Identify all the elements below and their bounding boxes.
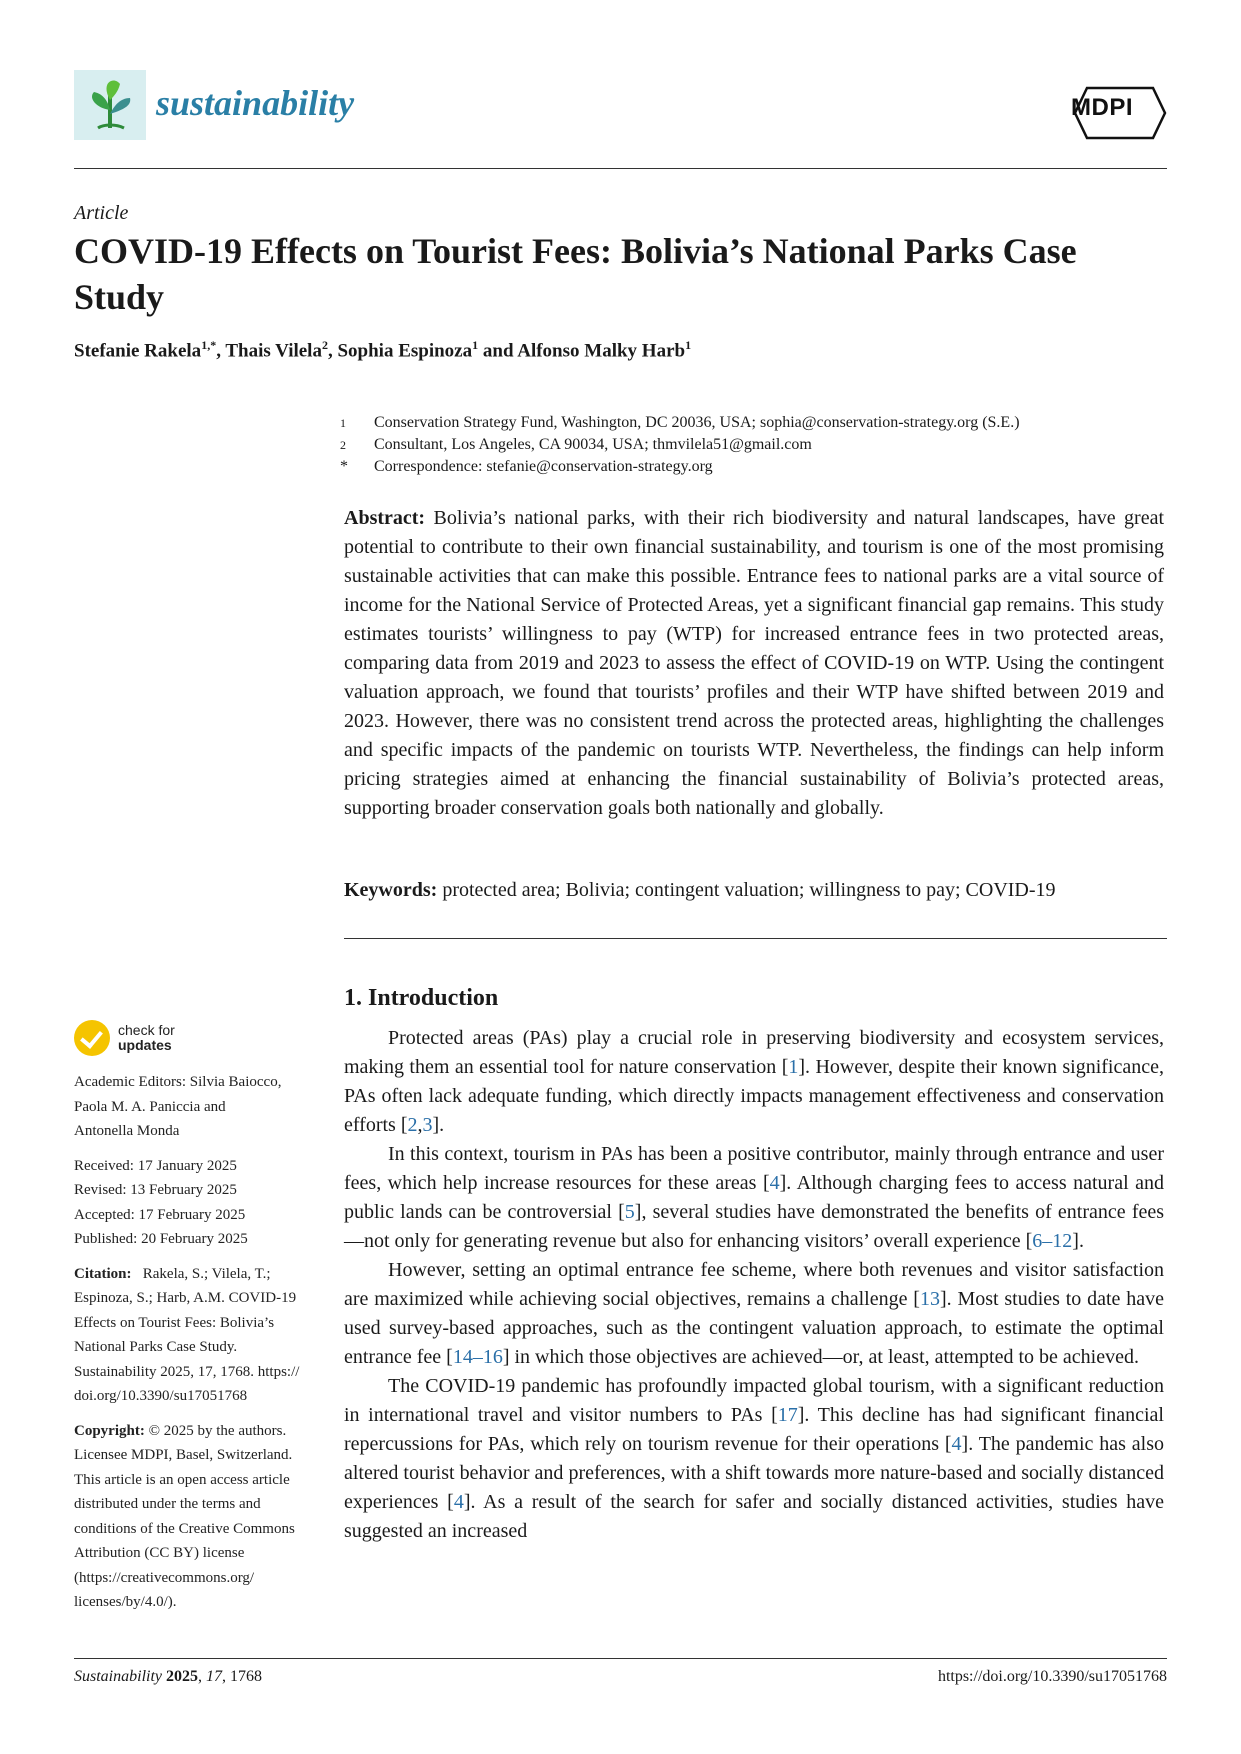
check-updates-line1: check for (118, 1022, 175, 1038)
published-date: Published: 20 February 2025 (74, 1231, 248, 1247)
citation-line: National Parks Case Study. (74, 1339, 238, 1355)
received-date: Received: 17 January 2025 (74, 1157, 237, 1174)
copyright-line: Licensee MDPI, Basel, Switzerland. (74, 1447, 293, 1463)
copyright-line: © 2025 by the authors. (148, 1422, 287, 1439)
reference-link[interactable]: 13 (919, 1288, 940, 1310)
paragraph (344, 1024, 1164, 1140)
affiliations (340, 412, 1170, 478)
affiliation-item (340, 412, 1170, 434)
reference-link[interactable]: 17 (777, 1404, 798, 1426)
editors-line: Paola M. A. Paniccia and (74, 1098, 226, 1115)
copyright-line: Attribution (CC BY) license (74, 1545, 245, 1561)
correspondence-mark: * (340, 458, 348, 475)
copyright-label: Copyright: (74, 1422, 145, 1439)
affiliation-item (340, 434, 1170, 456)
introduction-body (344, 1024, 1164, 1546)
author-affil-mark: 1 (685, 338, 692, 352)
footer-divider (74, 1658, 1167, 1659)
paragraph (344, 1140, 1164, 1256)
editors-line: Antonella Monda (74, 1123, 180, 1139)
editors-line: Academic Editors: Silvia Baiocco, (74, 1074, 282, 1090)
academic-editors (74, 1070, 324, 1144)
paragraph-text: However, setting an optimal entrance fee scheme, where both revenues and visitor satisfaction are maximized while achieving social objectives, remains a challenge [ (344, 1259, 1164, 1310)
reference-link[interactable]: 2 (407, 1114, 418, 1136)
affiliation-text: Consultant, Los Angeles, CA 90034, USA; thmvilela51@gmail.com (374, 436, 812, 453)
author-separator: and (478, 340, 518, 362)
keywords (344, 876, 1164, 905)
affiliation-mark: 1 (340, 416, 346, 430)
citation-line: Effects on Tourist Fees: Bolivia’s (74, 1314, 275, 1331)
author-name[interactable]: Alfonso Malky Harb (517, 340, 686, 362)
footer-doi-link[interactable]: https://doi.org/10.3390/su17051768 (937, 1668, 1167, 1685)
paragraph-text: ]. (1072, 1230, 1084, 1252)
reference-link[interactable]: 14–16 (452, 1346, 503, 1368)
publication-dates (74, 1154, 324, 1252)
author-name[interactable]: Sophia Espinoza (337, 340, 473, 362)
reference-link[interactable]: 5 (624, 1201, 635, 1223)
journal-name[interactable]: sustainability (156, 83, 355, 123)
paragraph-text: ]. Most studies to date have used survey-based approaches, such as the contingent valuation approach, to estimate the optimal entrance fee [ (344, 1288, 1164, 1368)
journal-logo (74, 70, 146, 140)
author-affil-mark: 2 (321, 338, 328, 352)
paragraph-text: ]. However, despite their known significance, PAs often lack adequate funding, which directly impacts management effectiveness and conservation efforts [ (344, 1056, 1164, 1136)
paragraph-text: In this context, tourism in PAs has been a positive contributor, mainly through entrance and user fees, which help increase resources for these areas [ (344, 1143, 1164, 1194)
reference-link[interactable]: 4 (453, 1491, 464, 1513)
check-updates-label (118, 1023, 175, 1053)
copyright (74, 1419, 324, 1615)
citation (74, 1262, 324, 1409)
copyright-line: This article is an open access article (74, 1471, 290, 1488)
paragraph-text: ]. This decline has had significant financial repercussions for PAs, which rely on tourism revenue for their operations [ (344, 1404, 1164, 1455)
check-for-updates-button[interactable] (74, 1018, 214, 1058)
article-title: COVID-19 Effects on Tourist Fees: Bolivia’s National Parks Case Study (74, 231, 1077, 317)
license-link[interactable]: licenses/by/4.0/). (74, 1594, 177, 1610)
affiliation-mark: 2 (340, 438, 346, 452)
section-heading: 1. Introduction (344, 985, 499, 1011)
citation-line: Espinoza, S.; Harb, A.M. COVID-19 (74, 1290, 297, 1306)
citation-label: Citation: (74, 1265, 132, 1282)
license-link[interactable]: (https://creativecommons.org/ (74, 1569, 255, 1586)
keywords-text: protected area; Bolivia; contingent valuation; willingness to pay; COVID-19 (442, 879, 1056, 901)
paragraph-text: Protected areas (PAs) play a crucial role in preserving biodiversity and ecosystem services, making them an essential tool for nature conservation [ (344, 1027, 1164, 1078)
citation-line: Sustainability 2025, 17, 1768. https:// (74, 1363, 300, 1380)
abstract-label: Abstract: (344, 507, 426, 529)
author-name[interactable]: Stefanie Rakela (74, 340, 202, 362)
paragraph-text: ]. As a result of the search for safer and socially distanced activities, studies have suggested an increased (344, 1491, 1165, 1542)
author-affil-mark: 1,* (201, 338, 217, 352)
paragraph-text: , (417, 1114, 423, 1136)
footer-journal: Sustainability (74, 1668, 162, 1685)
footer-article-number: 1768 (230, 1668, 262, 1685)
copyright-line: distributed under the terms and (74, 1496, 261, 1512)
copyright-line: conditions of the Creative Commons (74, 1520, 295, 1537)
reference-link[interactable]: 4 (769, 1172, 780, 1194)
correspondence-item (340, 456, 1170, 478)
reference-link[interactable]: 1 (788, 1056, 799, 1078)
paragraph-text: ]. Although charging fees to access natural and public lands can be controversial [ (344, 1172, 1164, 1223)
paragraph-text: ]. (432, 1114, 445, 1136)
check-updates-line2: updates (118, 1037, 172, 1053)
footer-volume: 17 (206, 1668, 222, 1685)
reference-link[interactable]: 6–12 (1032, 1230, 1073, 1252)
keywords-label: Keywords: (344, 879, 438, 901)
paragraph-text: The COVID-19 pandemic has profoundly impacted global tourism, with a significant reduction in international travel and visitor numbers to PAs [ (344, 1375, 1164, 1426)
paragraph-text: ]. The pandemic has also altered tourist behavior and preferences, with a shift towards more nature-based and socially distanced experiences [ (344, 1433, 1165, 1513)
affiliation-text: Conservation Strategy Fund, Washington, DC 20036, USA; sophia@conservation-strategy.org (S.E.) (374, 414, 1020, 431)
article-info-sidebar (74, 1070, 324, 1625)
author-name[interactable]: Thais Vilela (225, 340, 322, 362)
author-list (74, 338, 691, 362)
abstract (344, 504, 1164, 823)
paragraph (344, 1256, 1164, 1372)
paragraph-text: ], several studies have demonstrated the benefits of entrance fees—not only for generating revenue but also for enhancing visitors’ overall experience [ (344, 1201, 1165, 1252)
footer-year: 2025 (166, 1668, 198, 1685)
header-divider (74, 168, 1167, 169)
correspondence-text: Correspondence: stefanie@conservation-strategy.org (374, 458, 713, 475)
reference-link[interactable]: 4 (951, 1433, 962, 1455)
paragraph-text: ] in which those objectives are achieved—or, at least, attempted to be achieved. (502, 1346, 1139, 1368)
abstract-divider (344, 938, 1167, 939)
paragraph (344, 1372, 1164, 1546)
checkmark-icon (74, 1020, 110, 1056)
citation-doi-link[interactable]: doi.org/10.3390/su17051768 (74, 1388, 248, 1404)
accepted-date: Accepted: 17 February 2025 (74, 1206, 246, 1223)
footer-citation: Sustainability 2025, 17, 1768 (74, 1668, 262, 1685)
author-separator: , (216, 340, 226, 362)
leaf-icon (74, 70, 146, 140)
reference-link[interactable]: 3 (422, 1114, 433, 1136)
article-type: Article (74, 202, 129, 224)
abstract-text: Bolivia’s national parks, with their rich biodiversity and natural landscapes, have great potential to contribute to their own financial sustainability, and tourism is one of the most promising sustainable activities that can make this possible. Entrance fees to national parks are a vital source of income for the National Service of Protected Areas, yet a significant financial gap remains. This study estimates tourists’ willingness to pay (WTP) for increased entrance fees in two protected areas, comparing data from 2019 and 2023 to assess the effect of COVID-19 on WTP. Using the contingent valuation approach, we found that tourists’ profiles and their WTP have shifted between 2019 and 2023. However, there was no consistent trend across the protected areas, highlighting the challenges and specific impacts of the pandemic on tourists WTP. Nevertheless, the findings can help inform pricing strategies aimed at enhancing the financial sustainability of Bolivia’s protected areas, supporting broader conservation goals both nationally and globally. (344, 507, 1165, 819)
publisher-logo-text: MDPI (1071, 94, 1133, 121)
revised-date: Revised: 13 February 2025 (74, 1182, 237, 1198)
author-separator: , (327, 340, 338, 362)
citation-line: Rakela, S.; Vilela, T.; (142, 1265, 271, 1282)
author-affil-mark: 1 (472, 338, 479, 352)
